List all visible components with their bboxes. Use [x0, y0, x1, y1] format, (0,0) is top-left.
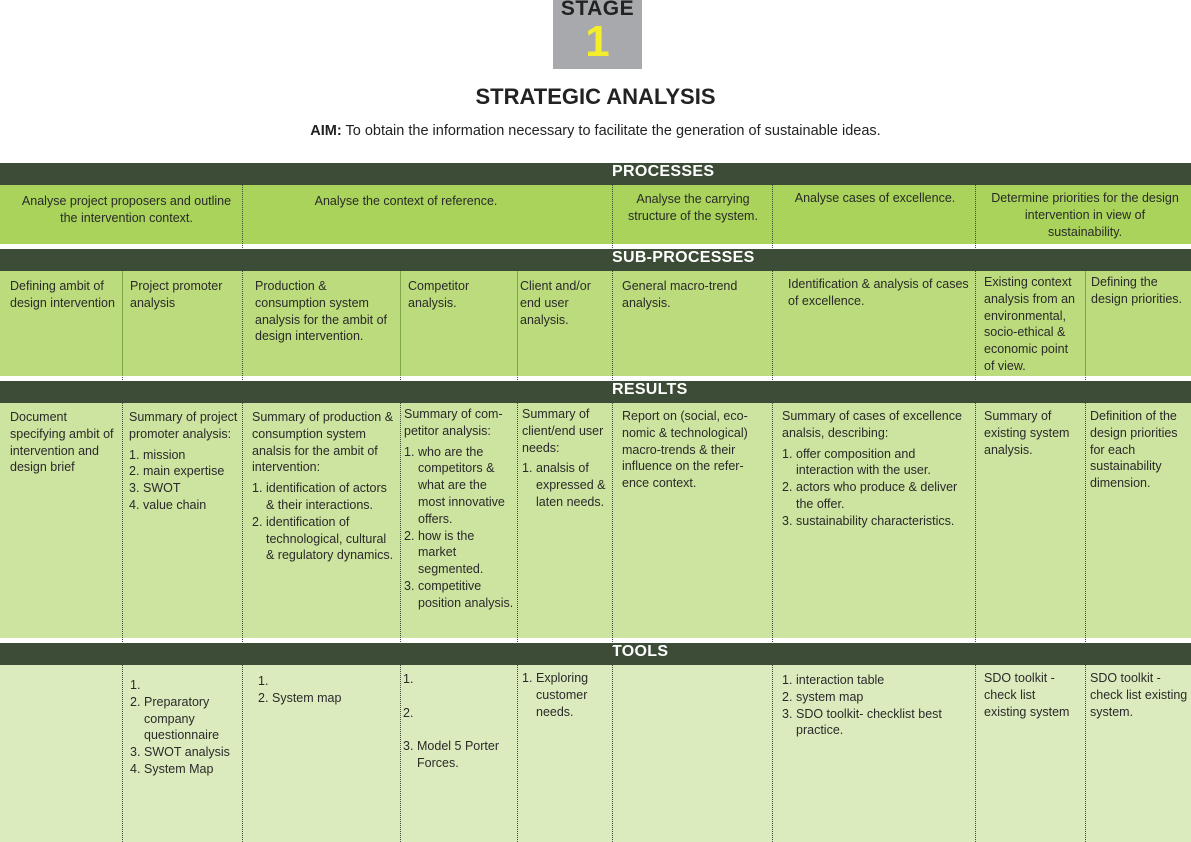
list-item	[258, 673, 398, 690]
list-item	[129, 447, 239, 464]
sub-process-cell: General macro-trend analysis.	[622, 279, 738, 310]
result-cell-list	[782, 446, 967, 530]
list-item-number: 4.	[129, 497, 140, 512]
list-item	[129, 497, 239, 514]
process-cell: Analyse project proposers and outline the intervention context.	[21, 194, 232, 225]
tool-cell	[258, 673, 398, 707]
result-cell	[522, 406, 612, 511]
results-header: RESULTS	[612, 381, 688, 398]
list-item-number: 3.	[404, 578, 415, 593]
column-divider	[400, 271, 401, 376]
result-cell	[782, 408, 967, 530]
tool-cell-list	[258, 673, 398, 707]
list-item	[404, 578, 514, 612]
list-item-text: main expertise	[143, 464, 225, 479]
sub-process-cell: Defining ambit of design intervention	[10, 279, 115, 310]
list-item-text: identification of technological, cultural & regulatory dynamics.	[266, 514, 394, 563]
list-item	[252, 514, 397, 564]
list-item	[129, 480, 239, 497]
list-item-number: 3.	[782, 706, 793, 721]
list-item-text: identification of actors & their interactions.	[266, 481, 387, 512]
sub-process-cell: Identification & analysis of cases of excellence.	[788, 277, 969, 308]
column-divider	[242, 163, 243, 842]
result-cell-intro: Document specifying ambit of intervention and design brief	[10, 410, 114, 475]
list-item-text: Preparatory company questionnaire	[144, 694, 220, 743]
list-item	[130, 761, 240, 778]
list-item-number: 1.	[130, 678, 141, 692]
list-item-text: Exploring customer needs.	[536, 671, 589, 719]
list-item	[129, 463, 239, 480]
tool-cell	[782, 672, 967, 739]
list-item	[404, 444, 514, 528]
list-item-text: SDO toolkit- checklist best practice.	[796, 706, 942, 738]
list-item	[782, 513, 967, 530]
result-cell-list	[252, 480, 397, 564]
list-item-number: 3.	[130, 745, 141, 760]
list-item-text: SWOT analysis	[144, 745, 230, 760]
result-cell	[622, 408, 767, 492]
list-item	[522, 670, 612, 720]
result-cell-intro: Summary of existing system analysis.	[984, 409, 1070, 457]
list-item-number: 1.	[782, 446, 793, 461]
list-item-text: system map	[796, 689, 864, 704]
aim-line	[0, 123, 1191, 139]
result-cell-intro: Summary of com-petitor analysis:	[404, 407, 503, 438]
result-cell-intro: Definition of the design priorities for each sustainability dimension.	[1090, 409, 1178, 491]
list-item	[782, 689, 967, 706]
sub-process-cell: Defining the design priorities.	[1091, 275, 1183, 306]
sub-process-cell: Existing context analysis from an environmental, socio-ethical & economic point of view.	[984, 275, 1076, 373]
list-item-number: 3.	[403, 739, 414, 754]
result-cell-list	[522, 460, 612, 510]
list-item-text: System Map	[144, 761, 214, 776]
list-item-text: actors who produce & deliver the offer.	[796, 480, 958, 511]
results-header-band	[0, 381, 1191, 403]
column-divider	[612, 163, 613, 842]
aim-label: AIM:	[310, 123, 342, 139]
tool-cell-text: SDO toolkit - check list existing system	[984, 671, 1070, 719]
list-item-text: Model 5 Porter Forces.	[417, 739, 499, 770]
column-divider	[975, 163, 976, 842]
process-cell: Analyse the carrying structure of the system.	[628, 192, 758, 223]
list-item	[782, 479, 967, 513]
list-item-number: 2.	[782, 480, 793, 495]
sub-process-cell: Competitor analysis.	[408, 279, 470, 310]
list-item-text: who are the competitors & what are the most innovative offers.	[418, 444, 505, 526]
tool-cell	[130, 677, 240, 778]
result-cell	[10, 409, 118, 476]
result-cell	[252, 409, 397, 564]
list-item	[258, 690, 398, 707]
sub-process-cell: Client and/or end user analysis.	[520, 279, 591, 327]
tools-header: TOOLS	[612, 643, 669, 660]
list-item	[130, 744, 240, 761]
column-divider	[772, 163, 773, 842]
result-cell-intro: Summary of cases of excellence analsis, describing:	[782, 409, 962, 440]
list-item-text: System map	[272, 690, 342, 705]
list-item-text: mission	[143, 447, 186, 462]
list-item-number: 2.	[129, 464, 140, 479]
list-item-text: sustainability characteristics.	[796, 513, 955, 528]
stage-badge	[553, 0, 642, 69]
list-item	[782, 706, 967, 740]
result-cell-intro: Summary of client/end user needs:	[522, 407, 604, 455]
result-cell	[984, 408, 1080, 458]
tool-cell-text: SDO toolkit - check list existing system.	[1090, 671, 1188, 719]
list-item-text: value chain	[143, 497, 207, 512]
list-item	[522, 460, 612, 510]
result-cell-intro: Summary of project promoter analysis:	[129, 410, 238, 441]
list-item-number: 2.	[258, 690, 269, 705]
column-divider	[517, 271, 518, 376]
process-cell: Analyse cases of excellence.	[794, 191, 956, 205]
list-item-number: 2.	[404, 528, 415, 543]
list-item	[403, 671, 513, 705]
sub-process-cell: Production & consumption system analysis for the ambit of design intervention.	[255, 279, 388, 344]
column-divider	[1085, 271, 1086, 376]
list-item-number: 2.	[403, 705, 414, 720]
result-cell-intro: Report on (social, eco-nomic & technological) macro-trends & their influence on the refer-ence context.	[622, 409, 748, 491]
processes-header: PROCESSES	[612, 163, 715, 180]
tool-cell	[522, 670, 612, 720]
processes-header-band	[0, 163, 1191, 185]
page-title: STRATEGIC ANALYSIS	[475, 84, 716, 109]
result-cell	[129, 409, 239, 514]
sub-processes-header-band	[0, 249, 1191, 271]
list-item-number: 2.	[130, 694, 141, 709]
list-item-text: competitive position analysis.	[418, 578, 514, 610]
aim-text: To obtain the information necessary to facilitate the generation of sustainable ideas.	[345, 123, 881, 139]
list-item	[130, 677, 240, 694]
list-item-number: 1.	[403, 672, 414, 686]
list-item-number: 2.	[252, 514, 263, 529]
list-item	[403, 738, 513, 772]
list-item-number: 2.	[782, 689, 793, 704]
column-divider	[122, 271, 123, 376]
list-item-number: 3.	[129, 481, 140, 496]
result-cell	[404, 406, 514, 612]
tool-cell	[403, 671, 513, 772]
list-item	[782, 672, 967, 689]
result-cell-intro: Summary of production & consumption system analsis for the ambit of intervention:	[252, 410, 394, 475]
result-cell	[1090, 408, 1188, 492]
tool-cell-list	[130, 677, 240, 778]
list-item	[252, 480, 397, 514]
list-item-text: offer composition and interaction with the user.	[796, 446, 931, 478]
tool-cell-list	[403, 671, 513, 772]
result-cell-list	[129, 447, 239, 514]
tool-cell	[1090, 670, 1188, 720]
list-item-text: interaction table	[796, 673, 885, 687]
list-item-number: 1.	[252, 481, 263, 496]
list-item-number: 1.	[404, 444, 415, 459]
list-item-number: 3.	[782, 513, 793, 528]
result-cell-list	[404, 444, 514, 612]
list-item-number: 1.	[522, 461, 533, 476]
list-item-number: 1.	[782, 673, 793, 687]
list-item-number: 4.	[130, 761, 141, 776]
list-item	[782, 446, 967, 480]
list-item-text: SWOT	[143, 481, 181, 496]
list-item-text: analsis of expressed & laten needs.	[536, 461, 606, 509]
tools-header-band	[0, 643, 1191, 665]
list-item-number: 1.	[522, 671, 533, 685]
stage-label: STAGE	[560, 0, 635, 20]
list-item-number: 1.	[258, 674, 269, 688]
sub-process-cell: Project promoter analysis	[130, 279, 223, 310]
list-item	[130, 694, 240, 744]
process-cell: Determine priorities for the design intervention in view of sustainability.	[991, 191, 1179, 239]
list-item	[404, 528, 514, 578]
list-item-number: 1.	[129, 447, 140, 462]
list-item	[403, 705, 513, 739]
list-item-text: how is the market segmented.	[418, 528, 484, 577]
tool-cell-list	[522, 670, 612, 720]
sub-processes-header: SUB-PROCESSES	[612, 249, 755, 266]
tool-cell	[984, 670, 1080, 720]
tool-cell-list	[782, 672, 967, 739]
process-cell: Analyse the context of reference.	[314, 194, 498, 208]
stage-number: 1	[585, 17, 610, 66]
